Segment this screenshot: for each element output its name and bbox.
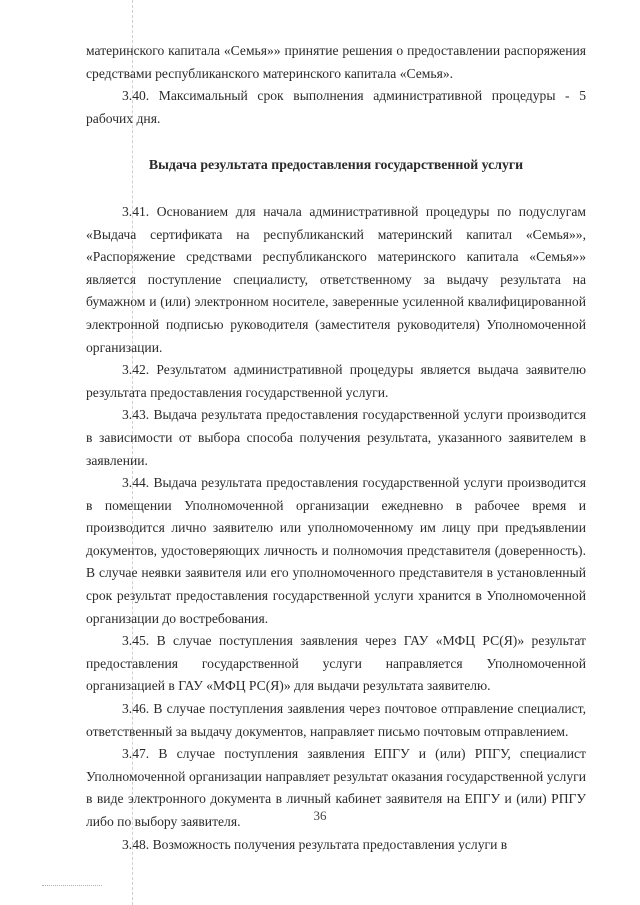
paragraph-3-46: 3.46. В случае поступления заявления через почтовое отправление специалист, ответственный за выдачу документов, направляет письмо почтовым отправлением. — [86, 701, 586, 739]
scan-artifact-dots — [42, 885, 102, 886]
paragraph-3-47: 3.47. В случае поступления заявления ЕПГУ и (или) РПГУ, специалист Уполномоченной организации направляет результат оказания государственной услуги в виде электронного документа в личный кабинет заявителя на ЕПГУ и (или) РПГУ либо по выбору заявителя. — [86, 746, 586, 829]
paragraph-3-40: 3.40. Максимальный срок выполнения административной процедуры - 5 рабочих дня. — [86, 88, 586, 126]
page-number: 36 — [313, 808, 327, 823]
paragraph-3-45: 3.45. В случае поступления заявления через ГАУ «МФЦ РС(Я)» результат предоставления государственной услуги направляется Уполномоченной организацией в ГАУ «МФЦ РС(Я)» для выдачи результата заявителю. — [86, 633, 586, 694]
paragraph-3-44: 3.44. Выдача результата предоставления государственной услуги производится в помещении Уполномоченной организации ежедневно в рабочее время и производится лично заявителю или уполномоченному им лицу при предъявлении документов, удостоверяющих личность и полномочия представителя (доверенность). В случае неявки заявителя или его уполномоченного представителя в установленный срок результат предоставления государственной услуги хранится в Уполномоченной организации до востребования. — [86, 475, 586, 626]
section-heading: Выдача результата предоставления государственной услуги — [148, 157, 524, 173]
paragraph-3-41: 3.41. Основанием для начала административной процедуры по подуслугам «Выдача сертификата на республиканский материнский капитал «Семья»», «Распоряжение средствами республиканского материнского капитала «Семья»» является поступление специалисту, ответственному за выдачу результата на бумажном и (или) электронном носителе, заверенные усиленной квалифицированной электронной подписью руководителя (заместителя руководителя) Уполномоченной организации. — [86, 203, 586, 355]
paragraph-3-48: 3.48. Возможность получения результата предоставления услуги в — [122, 836, 508, 852]
paragraph-continuation: материнского капитала «Семья»» принятие решения о предоставлении распоряжения средствами республиканского материнского капитала «Семья». — [86, 43, 586, 81]
document-page — [86, 40, 586, 856]
paragraph-3-42: 3.42. Результатом административной процедуры является выдача заявителю результата предоставления государственной услуги. — [86, 362, 586, 400]
paragraph-3-43: 3.43. Выдача результата предоставления государственной услуги производится в зависимости от выбора способа получения результата, указанного заявителем в заявлении. — [86, 407, 586, 468]
